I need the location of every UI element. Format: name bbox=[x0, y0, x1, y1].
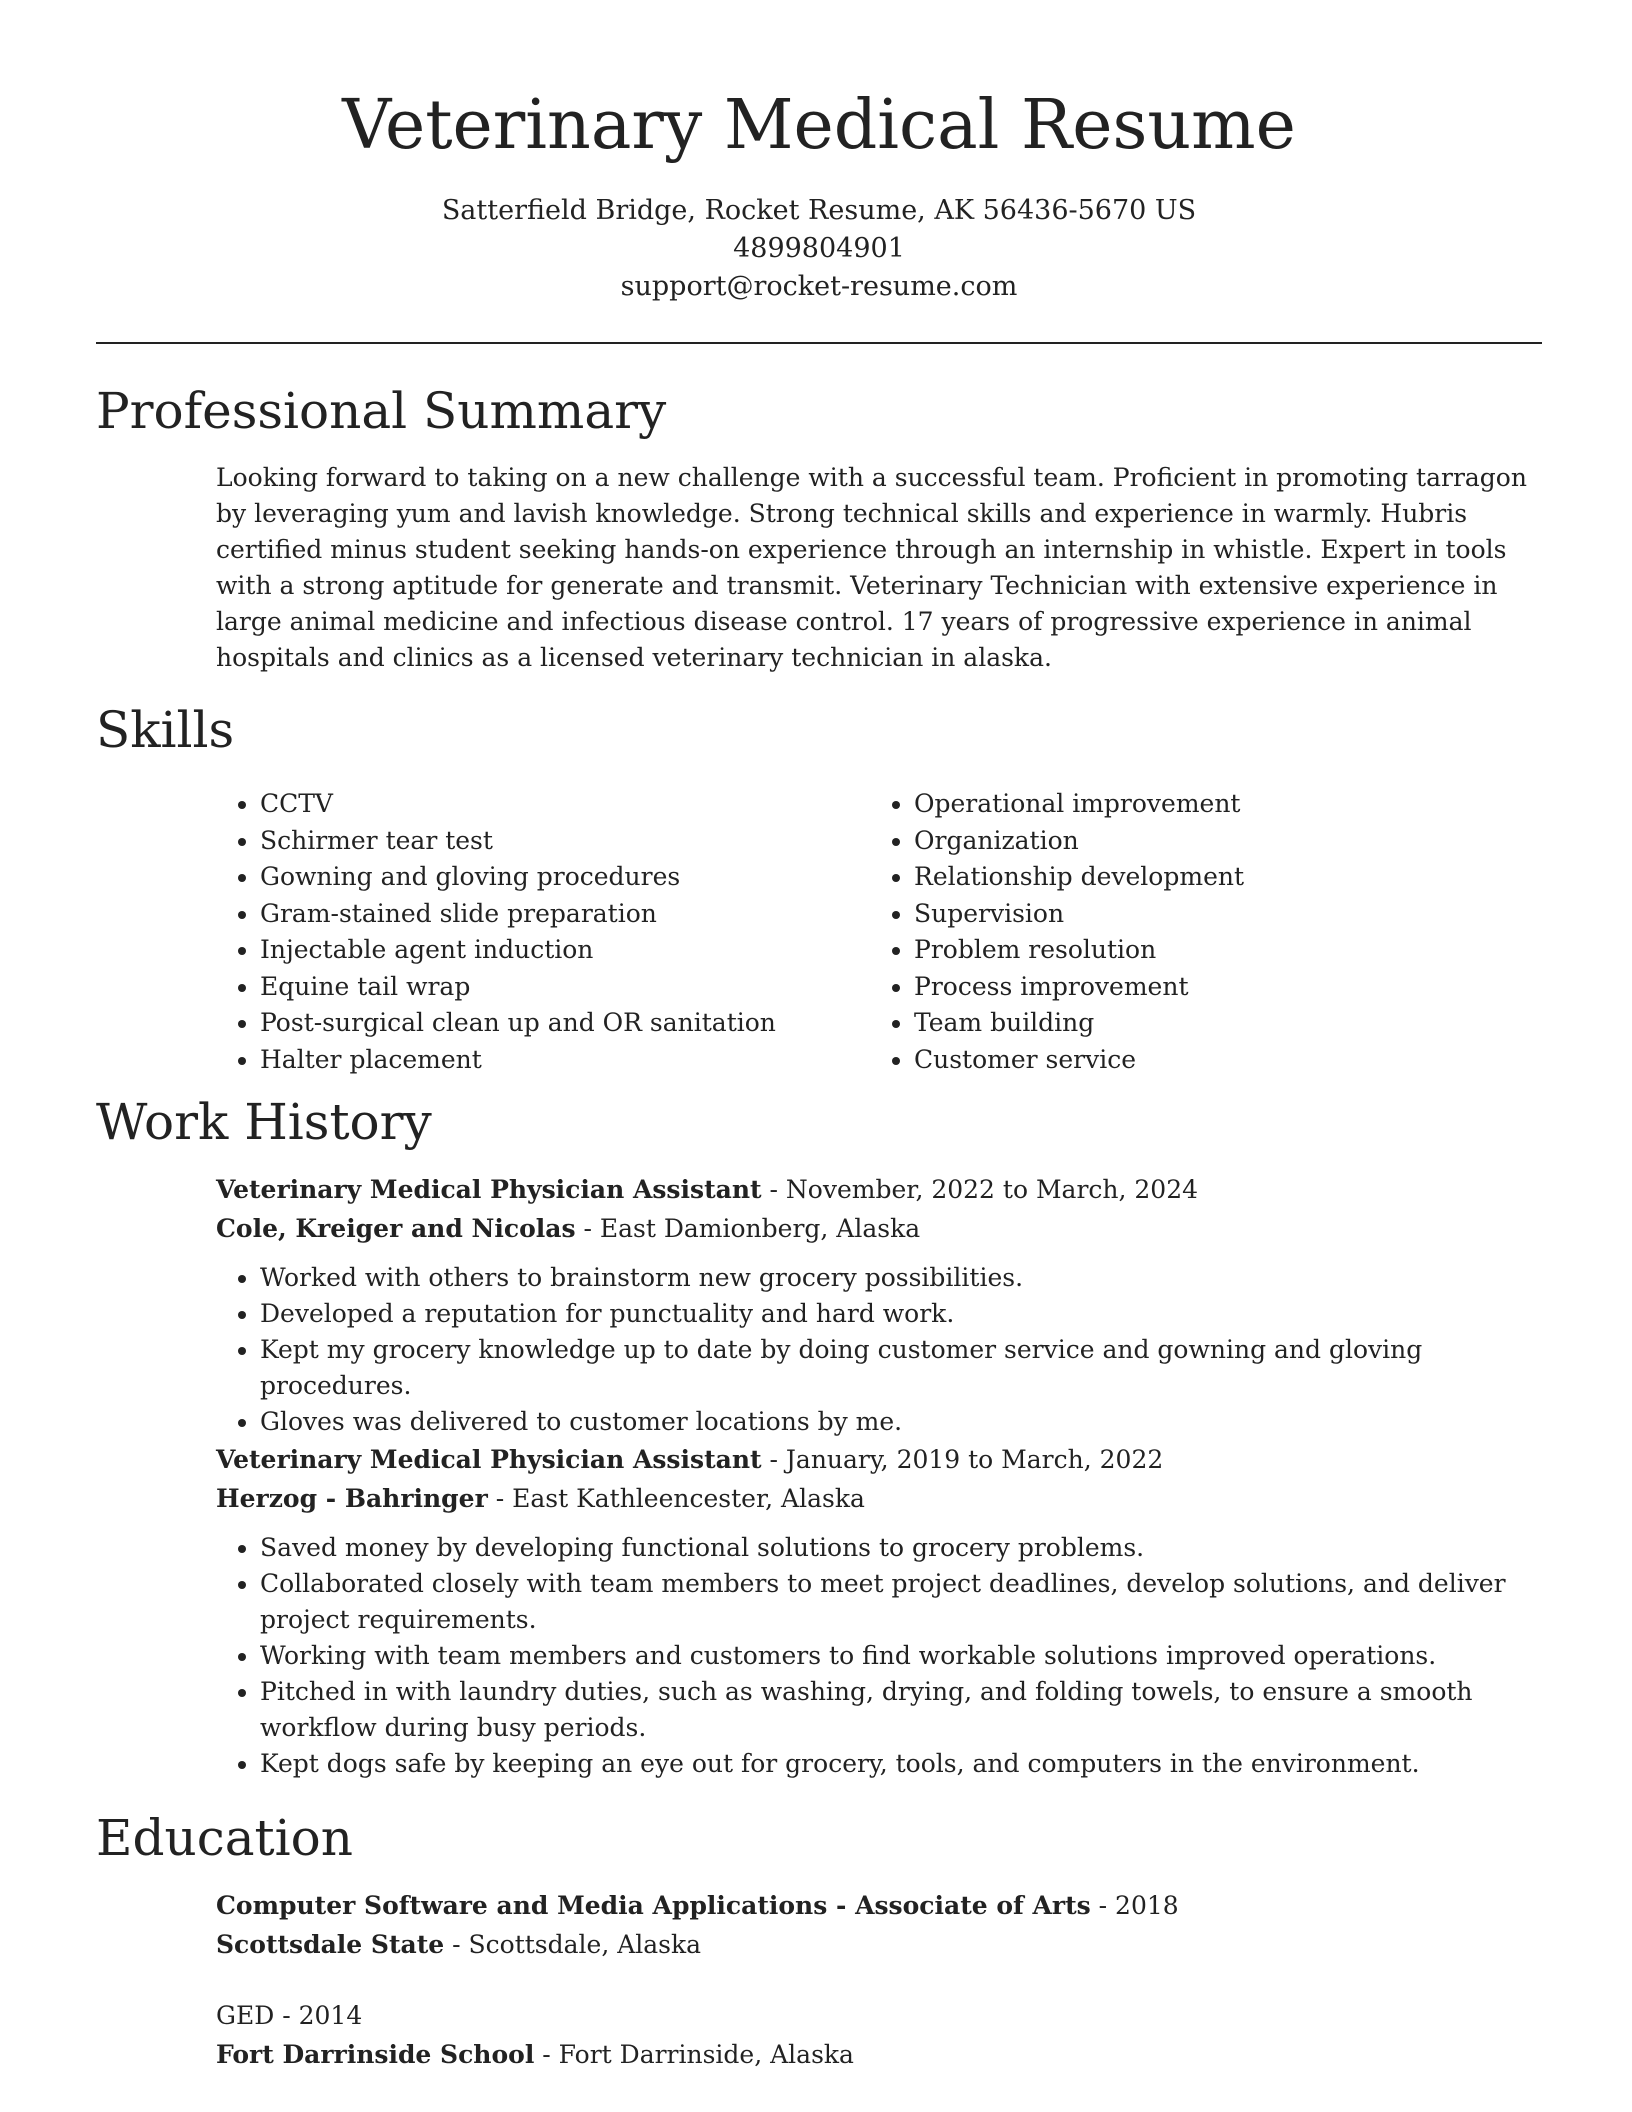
job-bullets bbox=[216, 1530, 1528, 1782]
job-bullet: • Kept my grocery knowledge up to date by doing customer service and gowning and gloving procedures. bbox=[260, 1332, 1528, 1404]
job-dates: - November, 2022 to March, 2024 bbox=[761, 1175, 1199, 1204]
skill-item: • Injectable agent induction bbox=[260, 932, 870, 969]
job-bullet: • Worked with others to brainstorm new grocery possibilities. bbox=[260, 1260, 1528, 1296]
job-title: Veterinary Medical Physician Assistant bbox=[216, 1175, 762, 1204]
job-location: - East Kathleencester, Alaska bbox=[487, 1484, 865, 1513]
job-entry bbox=[216, 1440, 1528, 1782]
skill-item: • Organization bbox=[914, 823, 1524, 860]
skills-column-left bbox=[216, 786, 870, 1078]
summary-heading: Professional Summary bbox=[96, 382, 667, 440]
edu-location: - Scottsdale, Alaska bbox=[444, 1930, 702, 1959]
header-divider bbox=[96, 342, 1542, 344]
edu-school: Scottsdale State bbox=[216, 1930, 445, 1959]
job-bullets bbox=[216, 1260, 1528, 1440]
edu-year: - 2014 bbox=[274, 2001, 363, 2030]
job-bullet: • Saved money by developing functional solutions to grocery problems. bbox=[260, 1530, 1528, 1566]
skill-item: • Gowning and gloving procedures bbox=[260, 859, 870, 896]
job-dates: - January, 2019 to March, 2022 bbox=[761, 1445, 1164, 1474]
job-entry bbox=[216, 1170, 1528, 1440]
resume-title: Veterinary Medical Resume bbox=[342, 86, 1296, 165]
skill-item: • Halter placement bbox=[260, 1042, 870, 1079]
skill-item: • Team building bbox=[914, 1005, 1524, 1042]
skills-heading: Skills bbox=[96, 701, 235, 759]
skill-item: • CCTV bbox=[260, 786, 870, 823]
skill-item: • Customer service bbox=[914, 1042, 1524, 1079]
education-entry bbox=[216, 1886, 1542, 1964]
edu-degree: Computer Software and Media Applications - Associate of Arts bbox=[216, 1891, 1091, 1920]
job-title: Veterinary Medical Physician Assistant bbox=[216, 1445, 762, 1474]
work-heading: Work History bbox=[96, 1093, 432, 1151]
job-bullet: • Collaborated closely with team members to meet project deadlines, develop solutions, and deliver project requirements. bbox=[260, 1566, 1528, 1638]
edu-location: - Fort Darrinside, Alaska bbox=[534, 2040, 854, 2069]
skills-column-right bbox=[870, 786, 1524, 1078]
skill-item: • Schirmer tear test bbox=[260, 823, 870, 860]
contact-email: support@rocket-resume.com bbox=[620, 271, 1018, 302]
job-bullet: • Kept dogs safe by keeping an eye out for grocery, tools, and computers in the environment. bbox=[260, 1746, 1528, 1782]
education-heading: Education bbox=[96, 1809, 353, 1867]
skill-item: • Supervision bbox=[914, 896, 1524, 933]
edu-degree: GED bbox=[216, 2001, 275, 2030]
skill-item: • Operational improvement bbox=[914, 786, 1524, 823]
job-company: Cole, Kreiger and Nicolas bbox=[216, 1214, 576, 1243]
skill-item: • Process improvement bbox=[914, 969, 1524, 1006]
skill-item: • Problem resolution bbox=[914, 932, 1524, 969]
job-company: Herzog - Bahringer bbox=[216, 1484, 488, 1513]
job-bullet: • Pitched in with laundry duties, such as washing, drying, and folding towels, to ensure a smooth workflow during busy periods. bbox=[260, 1674, 1528, 1746]
job-bullet: • Gloves was delivered to customer locations by me. bbox=[260, 1404, 1528, 1440]
skill-item: • Relationship development bbox=[914, 859, 1524, 896]
edu-school: Fort Darrinside School bbox=[216, 2040, 535, 2069]
skill-item: • Equine tail wrap bbox=[260, 969, 870, 1006]
skills-list bbox=[216, 786, 1542, 1078]
skill-item: • Gram-stained slide preparation bbox=[260, 896, 870, 933]
skill-item: • Post-surgical clean up and OR sanitation bbox=[260, 1005, 870, 1042]
job-bullet: • Working with team members and customers to find workable solutions improved operations. bbox=[260, 1638, 1528, 1674]
education-entry bbox=[216, 1996, 1542, 2074]
edu-year: - 2018 bbox=[1090, 1891, 1179, 1920]
contact-block bbox=[96, 192, 1542, 306]
contact-address: Satterfield Bridge, Rocket Resume, AK 56436-5670 US bbox=[441, 195, 1197, 226]
contact-phone: 4899804901 bbox=[733, 233, 905, 264]
job-location: - East Damionberg, Alaska bbox=[575, 1214, 921, 1243]
job-bullet: • Developed a reputation for punctuality and hard work. bbox=[260, 1296, 1528, 1332]
summary-text: Looking forward to taking on a new challenge with a successful team. Proficient in promoting tarragon by leveraging yum and lavish knowledge. Strong technical skills and experience in warmly. Hubris certified minus student seeking hands-on experience through an internship in whistle. Expert in tools with a strong aptitude for generate and transmit. Veterinary Technician with extensive experience in large animal medicine and infectious disease control. 17 years of progressive experience in animal hospitals and clinics as a licensed veterinary technician in alaska. bbox=[216, 463, 1527, 672]
